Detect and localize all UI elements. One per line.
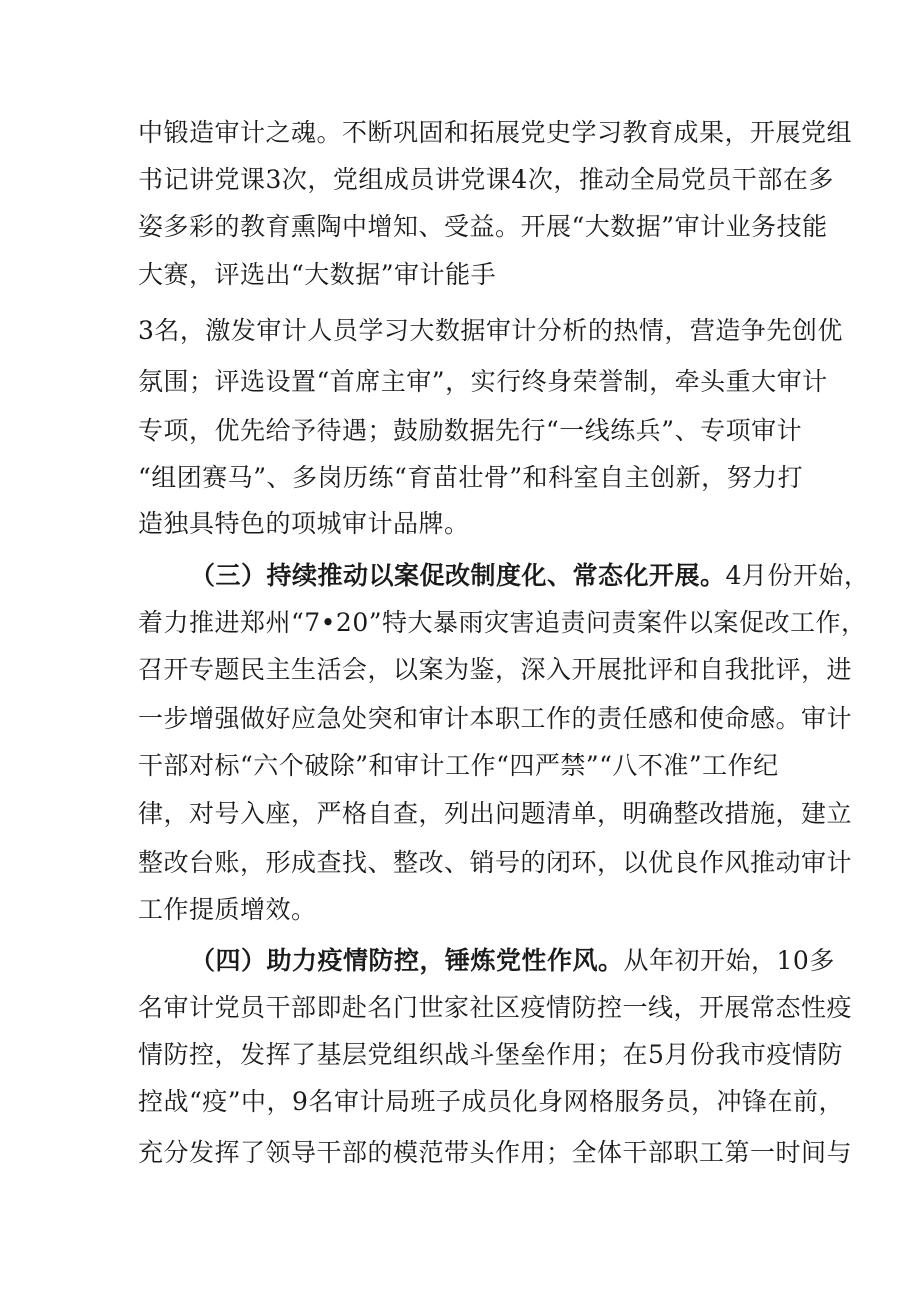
section-4-heading: （四）助力疫情防控，锤炼党性作风。 bbox=[190, 946, 624, 975]
paragraph-line: 造独具特色的项城审计品牌。 bbox=[138, 509, 470, 538]
paragraph-line: “组团赛马”、多岗历练“育苗壮骨”和科室自主创新，努力打 bbox=[138, 463, 804, 492]
paragraph-line: 专项，优先给予待遇；鼓励数据先行“一线练兵”、专项审计 bbox=[138, 416, 803, 445]
paragraph-line: 3名，激发审计人员学习大数据审计分析的热情，营造争先创优 bbox=[138, 316, 843, 345]
section-3-heading: （三）持续推动以案促改制度化、常态化开展。 bbox=[190, 561, 726, 590]
paragraph-line: 名审计党员干部即赴名门世家社区疫情防控一线，开展常态性疫 bbox=[138, 993, 853, 1022]
paragraph-line: 一步增强做好应急处突和审计本职工作的责任感和使命感。审计 bbox=[138, 704, 853, 733]
paragraph-line: 大赛，评选出“大数据”审计能手 bbox=[138, 260, 497, 289]
paragraph-line: 控战“疫”中，9名审计局班子成员化身网格服务员，冲锋在前， bbox=[138, 1087, 844, 1116]
paragraph-line: 整改台账，形成查找、整改、销号的闭环，以优良作风推动审计 bbox=[138, 848, 853, 877]
section-3-first-line bbox=[190, 561, 869, 591]
paragraph-line: 充分发挥了领导干部的模范带头作用；全体干部职工第一时间与 bbox=[138, 1138, 853, 1167]
paragraph-line: 律，对号入座，严格自查，列出问题清单，明确整改措施，建立 bbox=[138, 799, 853, 828]
paragraph-line: 姿多彩的教育熏陶中增知、受益。开展“大数据”审计业务技能 bbox=[138, 212, 828, 241]
paragraph-line: 氛围；评选设置“首席主审”，实行终身荣誉制，牵头重大审计 bbox=[138, 367, 828, 396]
paragraph-line: 干部对标“六个破除”和审计工作“四严禁”“八不准”工作纪 bbox=[138, 751, 779, 780]
paragraph-line: 着力推进郑州“7•20”特大暴雨灾害追责问责案件以案促改工作， bbox=[138, 608, 867, 637]
section-3-first-text: 4月份开始， bbox=[725, 561, 870, 590]
paragraph-line: 书记讲党课3次，党组成员讲党课4次，推动全局党员干部在多 bbox=[138, 165, 834, 194]
paragraph-line: 召开专题民主生活会，以案为鉴，深入开展批评和自我批评，进 bbox=[138, 655, 853, 684]
paragraph-line: 工作提质增效。 bbox=[138, 895, 317, 924]
paragraph-line: 情防控，发挥了基层党组织战斗堡垒作用；在5月份我市疫情防 bbox=[138, 1040, 843, 1069]
section-4-first-line bbox=[190, 946, 835, 976]
section-4-first-text: 从年初开始，10多 bbox=[623, 946, 835, 975]
paragraph-line: 中锻造审计之魂。不断巩固和拓展党史学习教育成果，开展党组 bbox=[138, 118, 853, 147]
